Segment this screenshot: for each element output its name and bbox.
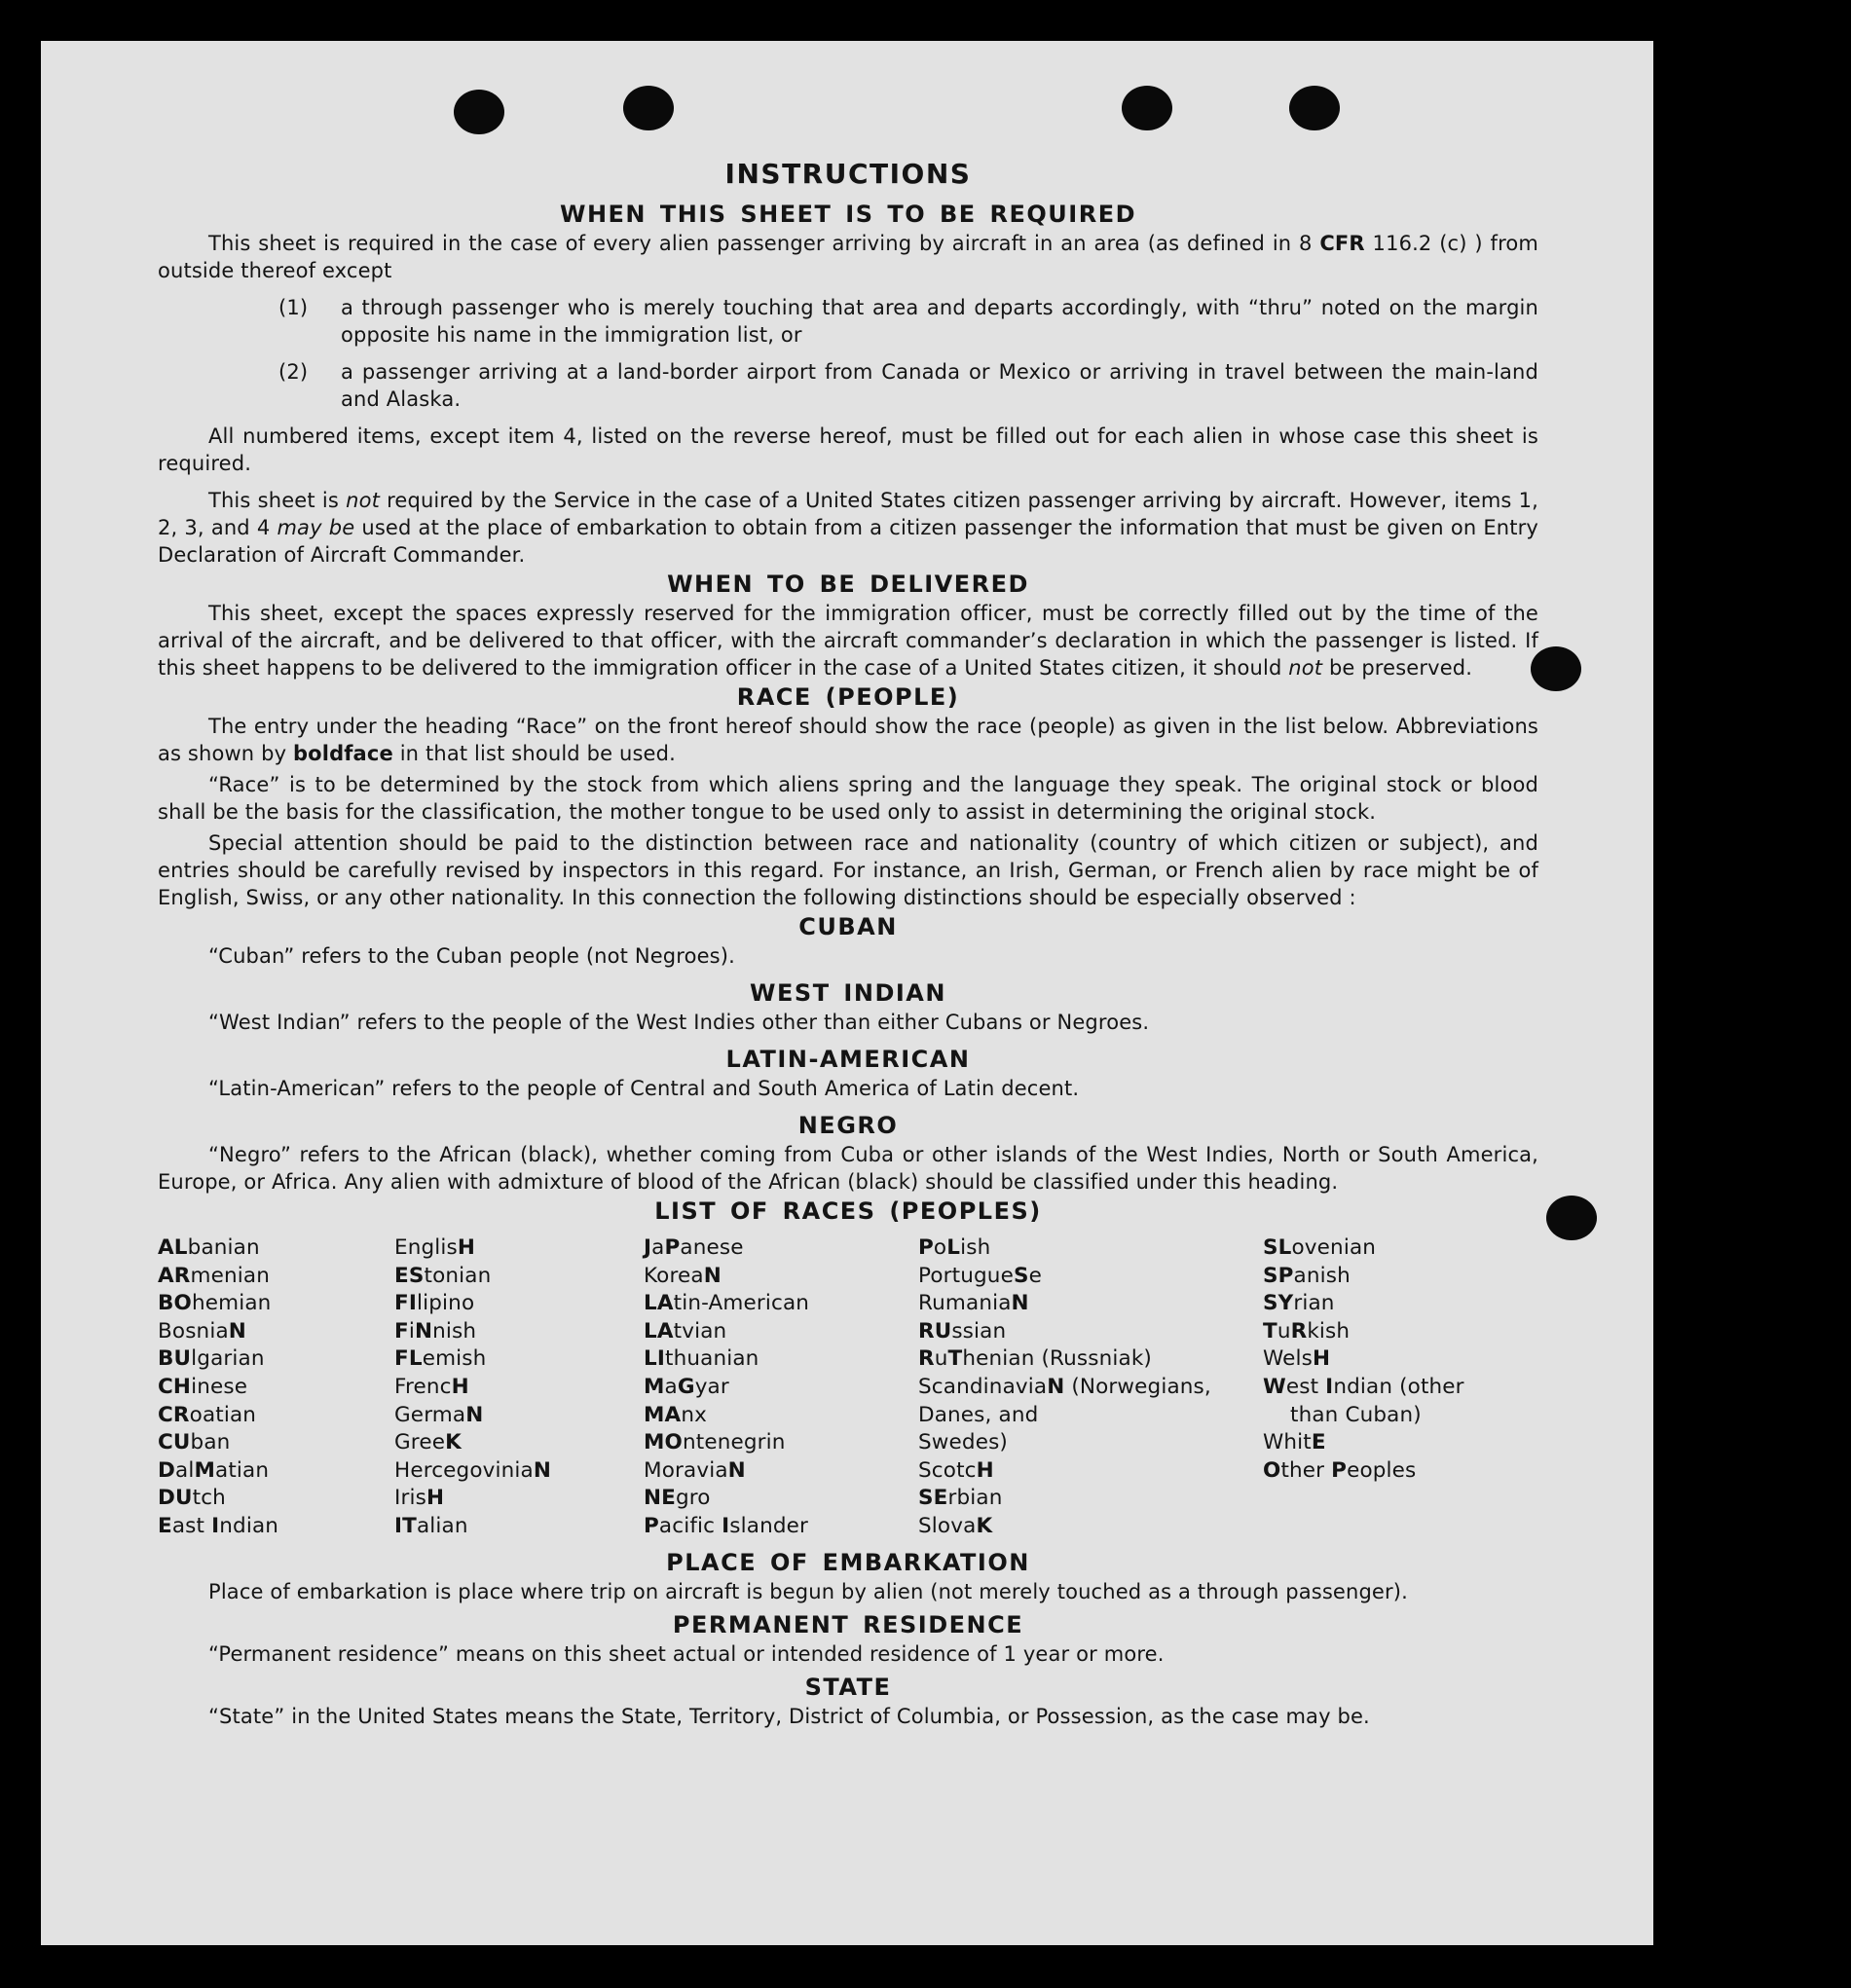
exception-text: a through passenger who is merely touching that area and departs accordingly, with “thru” noted on the margin opposite his name in the immigration list, or <box>341 296 1538 347</box>
race-entry <box>644 1513 918 1541</box>
race-entry <box>644 1263 918 1291</box>
race-entry <box>918 1318 1263 1346</box>
race-abbreviation: L <box>946 1235 961 1260</box>
race-entry <box>918 1429 1263 1457</box>
race-name-part: kish <box>1307 1318 1351 1344</box>
race-abbreviation: T <box>1263 1318 1277 1344</box>
race-entry <box>394 1318 644 1346</box>
race-abbreviation: H <box>451 1374 469 1399</box>
race-abbreviation: FL <box>394 1346 423 1372</box>
section-heading-list-of-races: LIST OF RACES (PEOPLES) <box>654 1197 1042 1225</box>
race-name-part: a <box>651 1235 665 1260</box>
race-abbreviation: SP <box>1263 1263 1294 1288</box>
race-entry <box>1263 1234 1538 1263</box>
race-abbreviation: N <box>727 1457 746 1483</box>
race-abbreviation: SL <box>1263 1235 1292 1260</box>
race-entry <box>1263 1318 1538 1346</box>
race-name-part: Danes, and <box>918 1402 1039 1427</box>
race-entry <box>158 1513 394 1541</box>
race-name-part: ban <box>190 1430 231 1455</box>
race-name-part: hemian <box>191 1291 272 1316</box>
race-name-part: Portugue <box>918 1263 1014 1288</box>
race-name-part: nx <box>681 1402 707 1427</box>
race-entry <box>1263 1429 1538 1457</box>
race-name-part: ssian <box>951 1318 1007 1344</box>
race-name-part: ast <box>171 1513 212 1538</box>
race-abbreviation: H <box>1313 1346 1331 1372</box>
race-abbreviation: MO <box>644 1430 683 1455</box>
definition-latin-american: “Latin-American” refers to the people of Central and South America of Latin decent. <box>208 1077 1080 1100</box>
race-name-part: banian <box>187 1235 260 1260</box>
race-entry <box>644 1485 918 1513</box>
race-abbreviation: I <box>211 1513 220 1538</box>
race-abbreviation: H <box>976 1457 994 1483</box>
punch-hole <box>1546 1196 1597 1240</box>
race-column <box>394 1234 644 1541</box>
race-abbreviation: FI <box>394 1291 417 1316</box>
race-abbreviation: F <box>394 1318 409 1344</box>
race-abbreviation: CH <box>158 1374 192 1399</box>
race-entry <box>644 1318 918 1346</box>
race-entry <box>918 1374 1263 1402</box>
race-abbreviation: M <box>194 1457 215 1483</box>
race-abbreviation: BO <box>158 1291 192 1316</box>
race-abbreviation: D <box>158 1457 175 1483</box>
race-name-part: slander <box>729 1513 809 1538</box>
race-abbreviation: R <box>918 1346 935 1372</box>
definition-state: “State” in the United States means the State, Territory, District of Columbia, or Possession, as the case may be. <box>208 1704 1370 1728</box>
race-abbreviation: BU <box>158 1346 192 1372</box>
paragraph-delivery: This sheet, except the spaces expressly reserved for the immigration officer, must be correctly filled out by the time of the arrival of the aircraft, and be delivered to that officer, with the aircraft commander’s declaration in which the passenger is listed. If this sheet happens to be delivered to the immigration officer in the case of a United States citizen, it should not be preserved. <box>158 602 1538 680</box>
race-abbreviation: M <box>644 1374 665 1399</box>
exception-item <box>158 358 1538 413</box>
race-entry <box>644 1457 918 1486</box>
race-entry <box>158 1402 394 1430</box>
race-abbreviation: N <box>228 1318 246 1344</box>
race-name-part: u <box>934 1346 948 1372</box>
race-abbreviation: E <box>1311 1430 1326 1455</box>
race-name-part: nish <box>432 1318 477 1344</box>
race-name-part: ovenian <box>1291 1235 1377 1260</box>
race-entry <box>1263 1374 1538 1402</box>
race-name-part: ntenegrin <box>682 1430 786 1455</box>
punch-hole <box>454 90 504 134</box>
race-entry <box>918 1234 1263 1263</box>
race-abbreviation: K <box>445 1430 462 1455</box>
race-abbreviation: ES <box>394 1263 425 1288</box>
race-column <box>918 1234 1263 1541</box>
race-name-part: Scandinavia <box>918 1374 1048 1399</box>
race-abbreviation: S <box>1013 1263 1029 1288</box>
race-column <box>644 1234 918 1541</box>
race-abbreviation: N <box>414 1318 433 1344</box>
race-entry <box>394 1290 644 1318</box>
race-name-part: Korea <box>644 1263 704 1288</box>
race-entry <box>158 1263 394 1291</box>
race-name-part: Moravia <box>644 1457 728 1483</box>
race-abbreviation: N <box>533 1457 552 1483</box>
race-abbreviation: CU <box>158 1430 191 1455</box>
race-name-part: menian <box>190 1263 270 1288</box>
race-name-part: atian <box>215 1457 270 1483</box>
race-entry <box>918 1263 1263 1291</box>
race-abbreviation: N <box>1011 1291 1029 1316</box>
race-abbreviation: LA <box>644 1291 674 1316</box>
exception-text: a passenger arriving at a land-border airport from Canada or Mexico or arriving in travel between the main-land and Alaska. <box>341 360 1538 411</box>
paragraph-citizen: This sheet is not required by the Service in the case of a United States citizen passenger arriving by aircraft. However, items 1, 2, 3, and 4 may be used at the place of embarkation to obtain from a citizen passenger the information that must be given on Entry Declaration of Aircraft Commander. <box>158 489 1538 567</box>
race-name-part: anese <box>680 1235 744 1260</box>
section-heading-embarkation: PLACE OF EMBARKATION <box>666 1548 1030 1576</box>
section-heading-when-delivered: WHEN TO BE DELIVERED <box>667 571 1029 598</box>
race-name-part: oatian <box>189 1402 257 1427</box>
race-abbreviation: I <box>722 1513 730 1538</box>
race-abbreviation: W <box>1263 1374 1286 1399</box>
race-entry <box>158 1374 394 1402</box>
race-name-part: a <box>664 1374 678 1399</box>
race-name-part: inese <box>191 1374 248 1399</box>
definition-embarkation: Place of embarkation is place where trip on aircraft is begun by alien (not merely touched as a through passenger). <box>208 1579 1408 1603</box>
race-entry <box>158 1318 394 1346</box>
race-entry <box>394 1374 644 1402</box>
paragraph-race-entry: The entry under the heading “Race” on the front hereof should show the race (people) as given in the list below. Abbreviations as shown by boldface in that list should be used. <box>158 715 1538 765</box>
race-entry <box>918 1290 1263 1318</box>
race-abbreviation: SY <box>1263 1291 1294 1316</box>
race-name-part: Scotc <box>918 1457 977 1483</box>
race-name-part: tonian <box>424 1263 492 1288</box>
race-abbreviation: LI <box>644 1346 665 1372</box>
race-abbreviation: E <box>158 1513 172 1538</box>
race-entry <box>394 1234 644 1263</box>
race-name-part: eoples <box>1347 1457 1417 1483</box>
race-name-part: Frenc <box>394 1374 452 1399</box>
race-name-part: o <box>933 1235 947 1260</box>
paragraph-race-nationality: Special attention should be paid to the distinction between race and nationality (country of which citizen or subject), and entries should be carefully revised by inspectors in this regard. For instance, an Irish, German, or French alien by race might be of English, Swiss, or any other nationality. In this connection the following distinctions should be especially observed : <box>158 831 1538 909</box>
race-abbreviation: DU <box>158 1486 193 1511</box>
paragraph-race-definition: “Race” is to be determined by the stock from which aliens spring and the language they speak. The original stock or blood shall be the basis for the classification, the mother tongue to be used only to assist in determining the original stock. <box>158 773 1538 824</box>
race-entry <box>918 1513 1263 1541</box>
race-entry <box>1263 1402 1538 1430</box>
race-name-part: (Norwegians, <box>1064 1374 1211 1399</box>
race-name-part: rian <box>1293 1291 1335 1316</box>
race-abbreviation: P <box>918 1235 934 1260</box>
instructions-content <box>158 150 1538 1740</box>
race-name-part: i <box>408 1318 415 1344</box>
race-abbreviation: AR <box>158 1263 191 1288</box>
race-entry <box>394 1513 644 1541</box>
race-abbreviation: IT <box>394 1513 417 1538</box>
race-name-part: Slova <box>918 1513 977 1538</box>
race-entry <box>644 1234 918 1263</box>
race-abbreviation: I <box>1325 1374 1334 1399</box>
race-name-part: tvian <box>673 1318 727 1344</box>
race-abbreviation: T <box>947 1346 963 1372</box>
race-name-part: Wels <box>1263 1346 1314 1372</box>
race-abbreviation: N <box>703 1263 722 1288</box>
race-entry <box>918 1402 1263 1430</box>
race-abbreviation: K <box>976 1513 993 1538</box>
race-entry <box>158 1345 394 1374</box>
race-abbreviation: O <box>1263 1457 1281 1483</box>
race-entry <box>394 1402 644 1430</box>
race-entry <box>394 1263 644 1291</box>
definition-cuban: “Cuban” refers to the Cuban people (not Negroes). <box>208 944 735 968</box>
race-abbreviation: H <box>457 1235 476 1260</box>
race-name-part: gro <box>675 1486 711 1511</box>
section-heading-permanent-residence: PERMANENT RESIDENCE <box>672 1610 1024 1638</box>
race-abbreviation: AL <box>158 1235 188 1260</box>
race-name-part: ndian (other <box>1333 1374 1464 1399</box>
race-name-part: ther <box>1280 1457 1332 1483</box>
race-abbreviation: RU <box>918 1318 952 1344</box>
race-name-part: yar <box>694 1374 729 1399</box>
definition-negro: “Negro” refers to the African (black), whether coming from Cuba or other islands of the West Indies, North or South America, Europe, or Africa. Any alien with admixture of blood of the African (black) should be classified under this heading. <box>158 1143 1538 1194</box>
race-entry <box>918 1457 1263 1486</box>
list-of-races <box>158 1234 1538 1541</box>
race-entry <box>394 1485 644 1513</box>
race-name-part: est <box>1285 1374 1326 1399</box>
race-name-part: lgarian <box>191 1346 265 1372</box>
race-entry <box>158 1457 394 1486</box>
punch-hole <box>623 86 674 130</box>
race-abbreviation: LA <box>644 1318 674 1344</box>
race-name-part: tin-American <box>673 1291 810 1316</box>
race-name-part: e <box>1028 1263 1042 1288</box>
race-abbreviation: MA <box>644 1402 682 1427</box>
race-entry <box>1263 1457 1538 1486</box>
exception-number: (1) <box>278 296 309 319</box>
section-heading-cuban: CUBAN <box>798 913 898 940</box>
punch-hole <box>1122 86 1172 130</box>
race-entry <box>158 1290 394 1318</box>
race-entry <box>1263 1290 1538 1318</box>
race-name-part: Englis <box>394 1235 458 1260</box>
punch-hole <box>1289 86 1340 130</box>
race-name-part: Iris <box>394 1486 426 1511</box>
race-abbreviation: H <box>426 1486 445 1511</box>
race-entry <box>394 1429 644 1457</box>
race-abbreviation: N <box>1047 1374 1065 1399</box>
race-abbreviation: G <box>677 1374 695 1399</box>
race-abbreviation: P <box>644 1513 659 1538</box>
race-abbreviation: N <box>465 1402 484 1427</box>
race-entry <box>918 1345 1263 1374</box>
race-entry <box>644 1345 918 1374</box>
section-heading-west-indian: WEST INDIAN <box>750 979 946 1007</box>
race-entry <box>644 1429 918 1457</box>
section-heading-state: STATE <box>804 1673 892 1701</box>
race-entry <box>644 1402 918 1430</box>
race-name-part: thuanian <box>665 1346 759 1372</box>
page-title: INSTRUCTIONS <box>724 158 972 190</box>
paragraph-requirement: This sheet is required in the case of every alien passenger arriving by aircraft in an area (as defined in 8 CFR 116.2 (c) ) from outside thereof except <box>158 232 1538 282</box>
race-name-part: ish <box>960 1235 991 1260</box>
exception-item <box>158 294 1538 349</box>
race-name-part: alian <box>416 1513 468 1538</box>
race-name-part: than Cuban) <box>1290 1402 1422 1427</box>
race-abbreviation: P <box>1331 1457 1348 1483</box>
race-abbreviation: SE <box>918 1486 948 1511</box>
race-entry <box>394 1457 644 1486</box>
race-abbreviation: P <box>664 1235 681 1260</box>
definition-permanent-residence: “Permanent residence” means on this sheet actual or intended residence of 1 year or more. <box>208 1641 1165 1666</box>
race-name-part: Rumania <box>918 1291 1012 1316</box>
race-entry <box>918 1485 1263 1513</box>
race-name-part: al <box>175 1457 195 1483</box>
race-name-part: u <box>1277 1318 1291 1344</box>
race-entry <box>158 1234 394 1263</box>
race-column <box>1263 1234 1538 1541</box>
race-entry <box>158 1429 394 1457</box>
race-name-part: emish <box>422 1346 487 1372</box>
race-name-part: rbian <box>947 1486 1003 1511</box>
race-name-part: acific <box>658 1513 722 1538</box>
race-name-part: Whit <box>1263 1430 1312 1455</box>
race-abbreviation: CR <box>158 1402 190 1427</box>
section-heading-when-required: WHEN THIS SHEET IS TO BE REQUIRED <box>559 201 1137 228</box>
race-entry <box>1263 1263 1538 1291</box>
race-name-part: henian (Russniak) <box>962 1346 1152 1372</box>
race-name-part: Bosnia <box>158 1318 229 1344</box>
race-name-part: anish <box>1293 1263 1351 1288</box>
race-name-part: tch <box>192 1486 226 1511</box>
exception-number: (2) <box>278 360 309 384</box>
section-heading-race: RACE (PEOPLE) <box>736 683 960 711</box>
race-name-part: ndian <box>219 1513 279 1538</box>
section-heading-latin-american: LATIN-AMERICAN <box>725 1046 971 1073</box>
paragraph-numbered-items: All numbered items, except item 4, listed on the reverse hereof, must be filled out for each alien in whose case this sheet is required. <box>158 424 1538 475</box>
document-sheet <box>41 41 1653 1945</box>
race-name-part: lipino <box>417 1291 475 1316</box>
race-name-part: Gree <box>394 1430 446 1455</box>
race-name-part: Hercegovinia <box>394 1457 534 1483</box>
race-column <box>158 1234 394 1541</box>
race-abbreviation: NE <box>644 1486 676 1511</box>
race-abbreviation: R <box>1290 1318 1308 1344</box>
definition-west-indian: “West Indian” refers to the people of the West Indies other than either Cubans or Negroes. <box>208 1011 1150 1034</box>
race-entry <box>394 1345 644 1374</box>
race-abbreviation: J <box>644 1235 652 1260</box>
race-entry <box>644 1290 918 1318</box>
race-name-part: Germa <box>394 1402 466 1427</box>
section-heading-negro: NEGRO <box>797 1112 899 1139</box>
race-name-part: Swedes) <box>918 1430 1008 1455</box>
race-entry <box>158 1485 394 1513</box>
race-entry <box>1263 1345 1538 1374</box>
race-entry <box>644 1374 918 1402</box>
